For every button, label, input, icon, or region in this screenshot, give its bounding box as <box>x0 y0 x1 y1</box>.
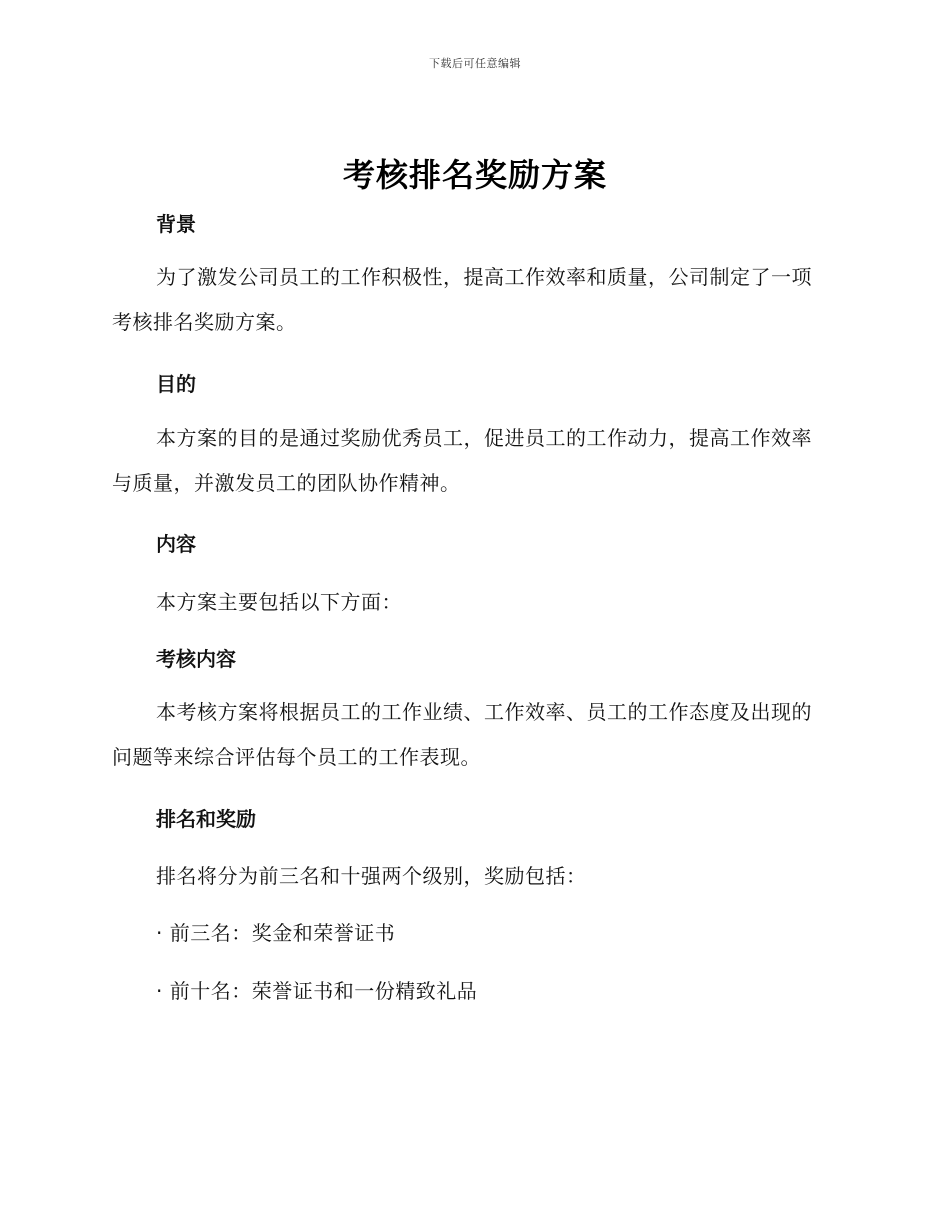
list-item: · 前十名：荣誉证书和一份精致礼品 <box>156 979 478 1003</box>
section-heading-ranking: 排名和奖励 <box>156 807 256 831</box>
list-item: · 前三名：奖金和荣誉证书 <box>156 921 396 945</box>
section-heading-assessment: 考核内容 <box>156 647 236 671</box>
header-note: 下载后可任意编辑 <box>429 57 521 70</box>
section-heading-background: 背景 <box>156 212 196 236</box>
section-text-content: 本方案主要包括以下方面： <box>156 590 402 614</box>
section-text-background: 为了激发公司员工的工作积极性，提高工作效率和质量，公司制定了一项考核排名奖励方案。 <box>112 265 812 334</box>
document-title: 考核排名奖励方案 <box>342 156 607 194</box>
section-heading-purpose: 目的 <box>156 372 196 396</box>
section-text-purpose: 本方案的目的是通过奖励优秀员工，促进员工的工作动力，提高工作效率与质量，并激发员工的团队协作精神。 <box>112 426 812 495</box>
section-text-assessment: 本考核方案将根据员工的工作业绩、工作效率、员工的工作态度及出现的问题等来综合评估每个员工的工作表现。 <box>112 700 812 769</box>
section-heading-content: 内容 <box>156 532 196 556</box>
section-text-ranking: 排名将分为前三名和十强两个级别，奖励包括： <box>156 864 587 888</box>
